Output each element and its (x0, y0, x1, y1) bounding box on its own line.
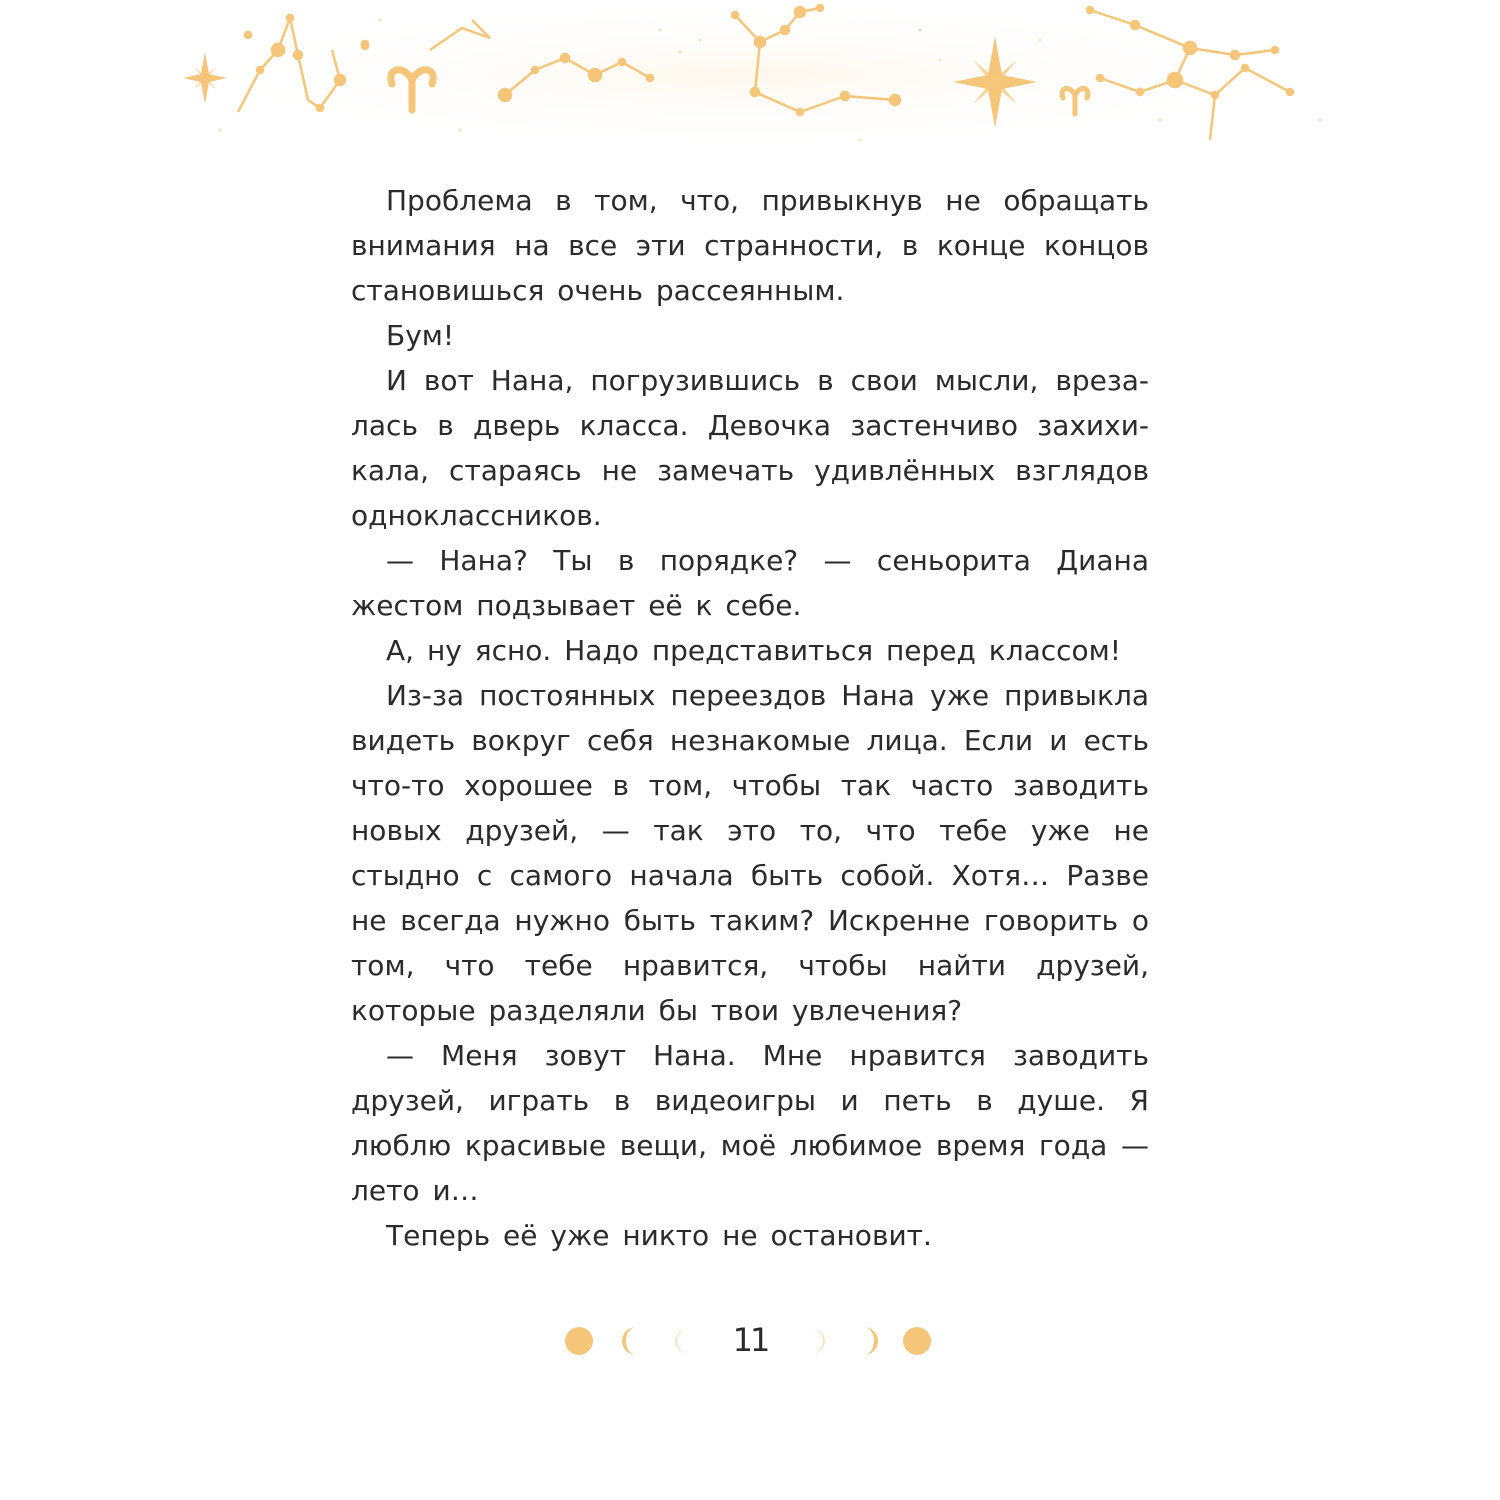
crescent-moon-icon (616, 1316, 646, 1366)
paragraph: А, ну ясно. Надо представиться перед классом! (386, 634, 1122, 667)
paragraph: — Меня зовут Нана. Мне нравится заводить друзей, играть в видеоигры и петь в душе. Я люблю красивые вещи, моё любимое время года — лето и… (351, 1039, 1149, 1207)
full-moon-icon (564, 1316, 594, 1366)
paragraph: — Нана? Ты в порядке? — сеньорита Диана жестом подзывает её к себе. (351, 544, 1149, 622)
page-footer (560, 1316, 940, 1366)
paragraph: Теперь её уже никто не остановит. (386, 1219, 932, 1252)
constellation-header (160, 0, 1340, 160)
paragraph: Проблема в том, что, привыкнув не обращать внимания на все эти странности, в конце концов становишься очень рассеянным. (351, 184, 1149, 307)
paragraph: Бум! (386, 319, 455, 352)
full-moon-icon (902, 1316, 932, 1366)
crescent-moon-icon (854, 1316, 884, 1366)
page-number: 11 (732, 1321, 768, 1359)
thin-crescent-moon-icon (802, 1316, 832, 1366)
paragraph: И вот Нана, погрузившись в свои мысли, врезалась в дверь класса. Девочка застенчиво захихикала, стараясь не замечать удивлённых взглядов одноклассников. (351, 364, 1149, 532)
thin-crescent-moon-icon (668, 1316, 698, 1366)
paragraph: Из-за постоянных переездов Нана уже привыкла видеть вокруг себя незнакомые лица. Если и есть что-то хорошее в том, чтобы так часто заводить новых друзей, — так это то, что тебе уже не стыдно с самого начала быть собой. Хотя… Разве не всегда нужно быть таким? Искренне говорить о том, что тебе нравится, чтобы найти друзей, которые разделяли бы твои увлечения? (351, 679, 1149, 1027)
page-body (351, 178, 1149, 1258)
